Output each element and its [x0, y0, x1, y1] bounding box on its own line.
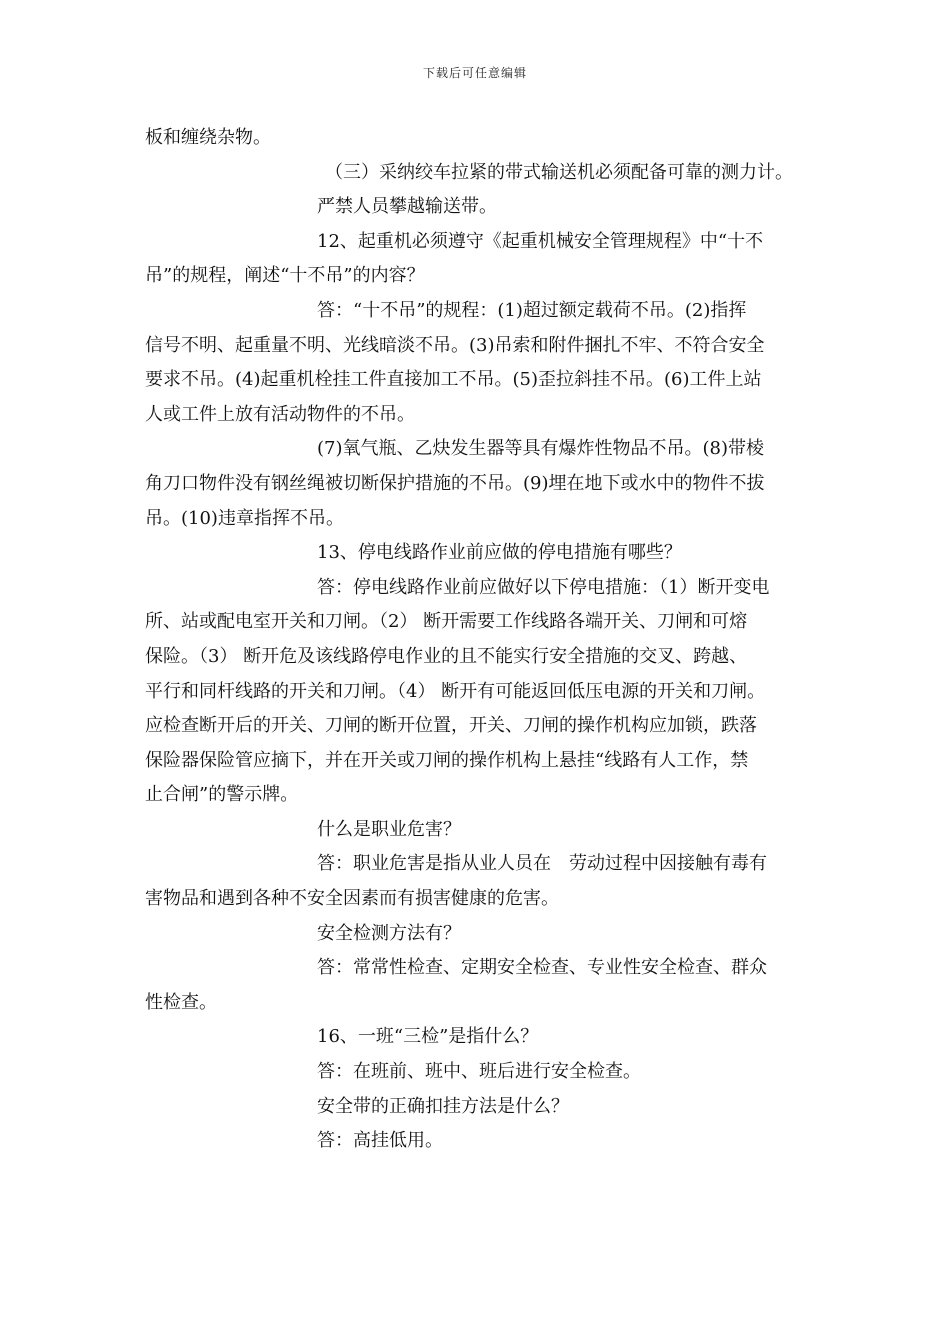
- text-line: 保险器保险管应摘下，并在开关或刀闸的操作机构上悬挂“线路有人工作，禁: [145, 749, 749, 771]
- text-line: 板和缠绕杂物。: [145, 127, 271, 148]
- page-header: 下载后可任意编辑: [422, 66, 527, 80]
- text-line: 吊”的规程，阐述“十不吊”的内容？: [145, 265, 425, 287]
- text-line: 信号不明、起重量不明、光线暗淡不吊。(3)吊索和附件捆扎不牢、不符合安全: [145, 334, 765, 356]
- text-line: 要求不吊。(4)起重机栓挂工件直接加工不吊。(5)歪拉斜挂不吊。(6)工件上站: [145, 369, 762, 391]
- document-body: [145, 121, 821, 1159]
- text-line: 严禁人员攀越输送带。: [317, 196, 497, 218]
- answer-occupational-hazard: 答：职业危害是指从业人员在 劳动过程中因接触有毒有: [317, 853, 767, 875]
- text-line: 吊。(10)违章指挥不吊。: [145, 507, 344, 529]
- text-line: 人或工件上放有活动物件的不吊。: [145, 403, 415, 425]
- text-line: （三）采纳绞车拉紧的带式输送机必须配备可靠的测力计。: [325, 161, 793, 183]
- question-13: 13、停电线路作业前应做的停电措施有哪些？: [317, 542, 682, 564]
- text-line: 所、站或配电室开关和刀闸。（2） 断开需要工作线路各端开关、刀闸和可熔: [145, 611, 748, 633]
- text-line: 保险。（3） 断开危及该线路停电作业的且不能实行安全措施的交叉、跨越、: [145, 645, 748, 667]
- text-line: 止合闸”的警示牌。: [145, 784, 299, 806]
- text-line: 角刀口物件没有钢丝绳被切断保护措施的不吊。(9)埋在地下或水中的物件不拔: [145, 472, 765, 494]
- question-12: 12、起重机必须遵守《起重机械安全管理规程》中“十不: [317, 230, 764, 252]
- answer-safety-inspection: 答：常常性检查、定期安全检查、专业性安全检查、群众: [317, 957, 767, 979]
- answer-16: 答：在班前、班中、班后进行安全检查。: [317, 1061, 641, 1083]
- text-line: 平行和同杆线路的开关和刀闸。（4） 断开有可能返回低压电源的开关和刀闸。: [145, 680, 766, 702]
- answer-13: 答：停电线路作业前应做好以下停电措施：（1）断开变电: [317, 576, 770, 598]
- question-safety-inspection: 安全检测方法有？: [317, 922, 461, 944]
- answer-safety-belt: 答：高挂低用。: [317, 1130, 443, 1152]
- text-line: 性检查。: [145, 991, 217, 1013]
- question-occupational-hazard: 什么是职业危害？: [317, 818, 461, 840]
- text-line: (7)氧气瓶、乙炔发生器等具有爆炸性物品不吊。(8)带棱: [317, 438, 764, 460]
- answer-12: 答：“十不吊”的规程：(1)超过额定载荷不吊。(2)指挥: [317, 299, 747, 321]
- text-line: 害物品和遇到各种不安全因素而有损害健康的危害。: [145, 888, 559, 910]
- text-line: 应检查断开后的开关、刀闸的断开位置，开关、刀闸的操作机构应加锁，跌落: [145, 715, 757, 737]
- question-safety-belt: 安全带的正确扣挂方法是什么？: [317, 1095, 569, 1117]
- question-16: 16、一班“三检”是指什么？: [317, 1026, 539, 1048]
